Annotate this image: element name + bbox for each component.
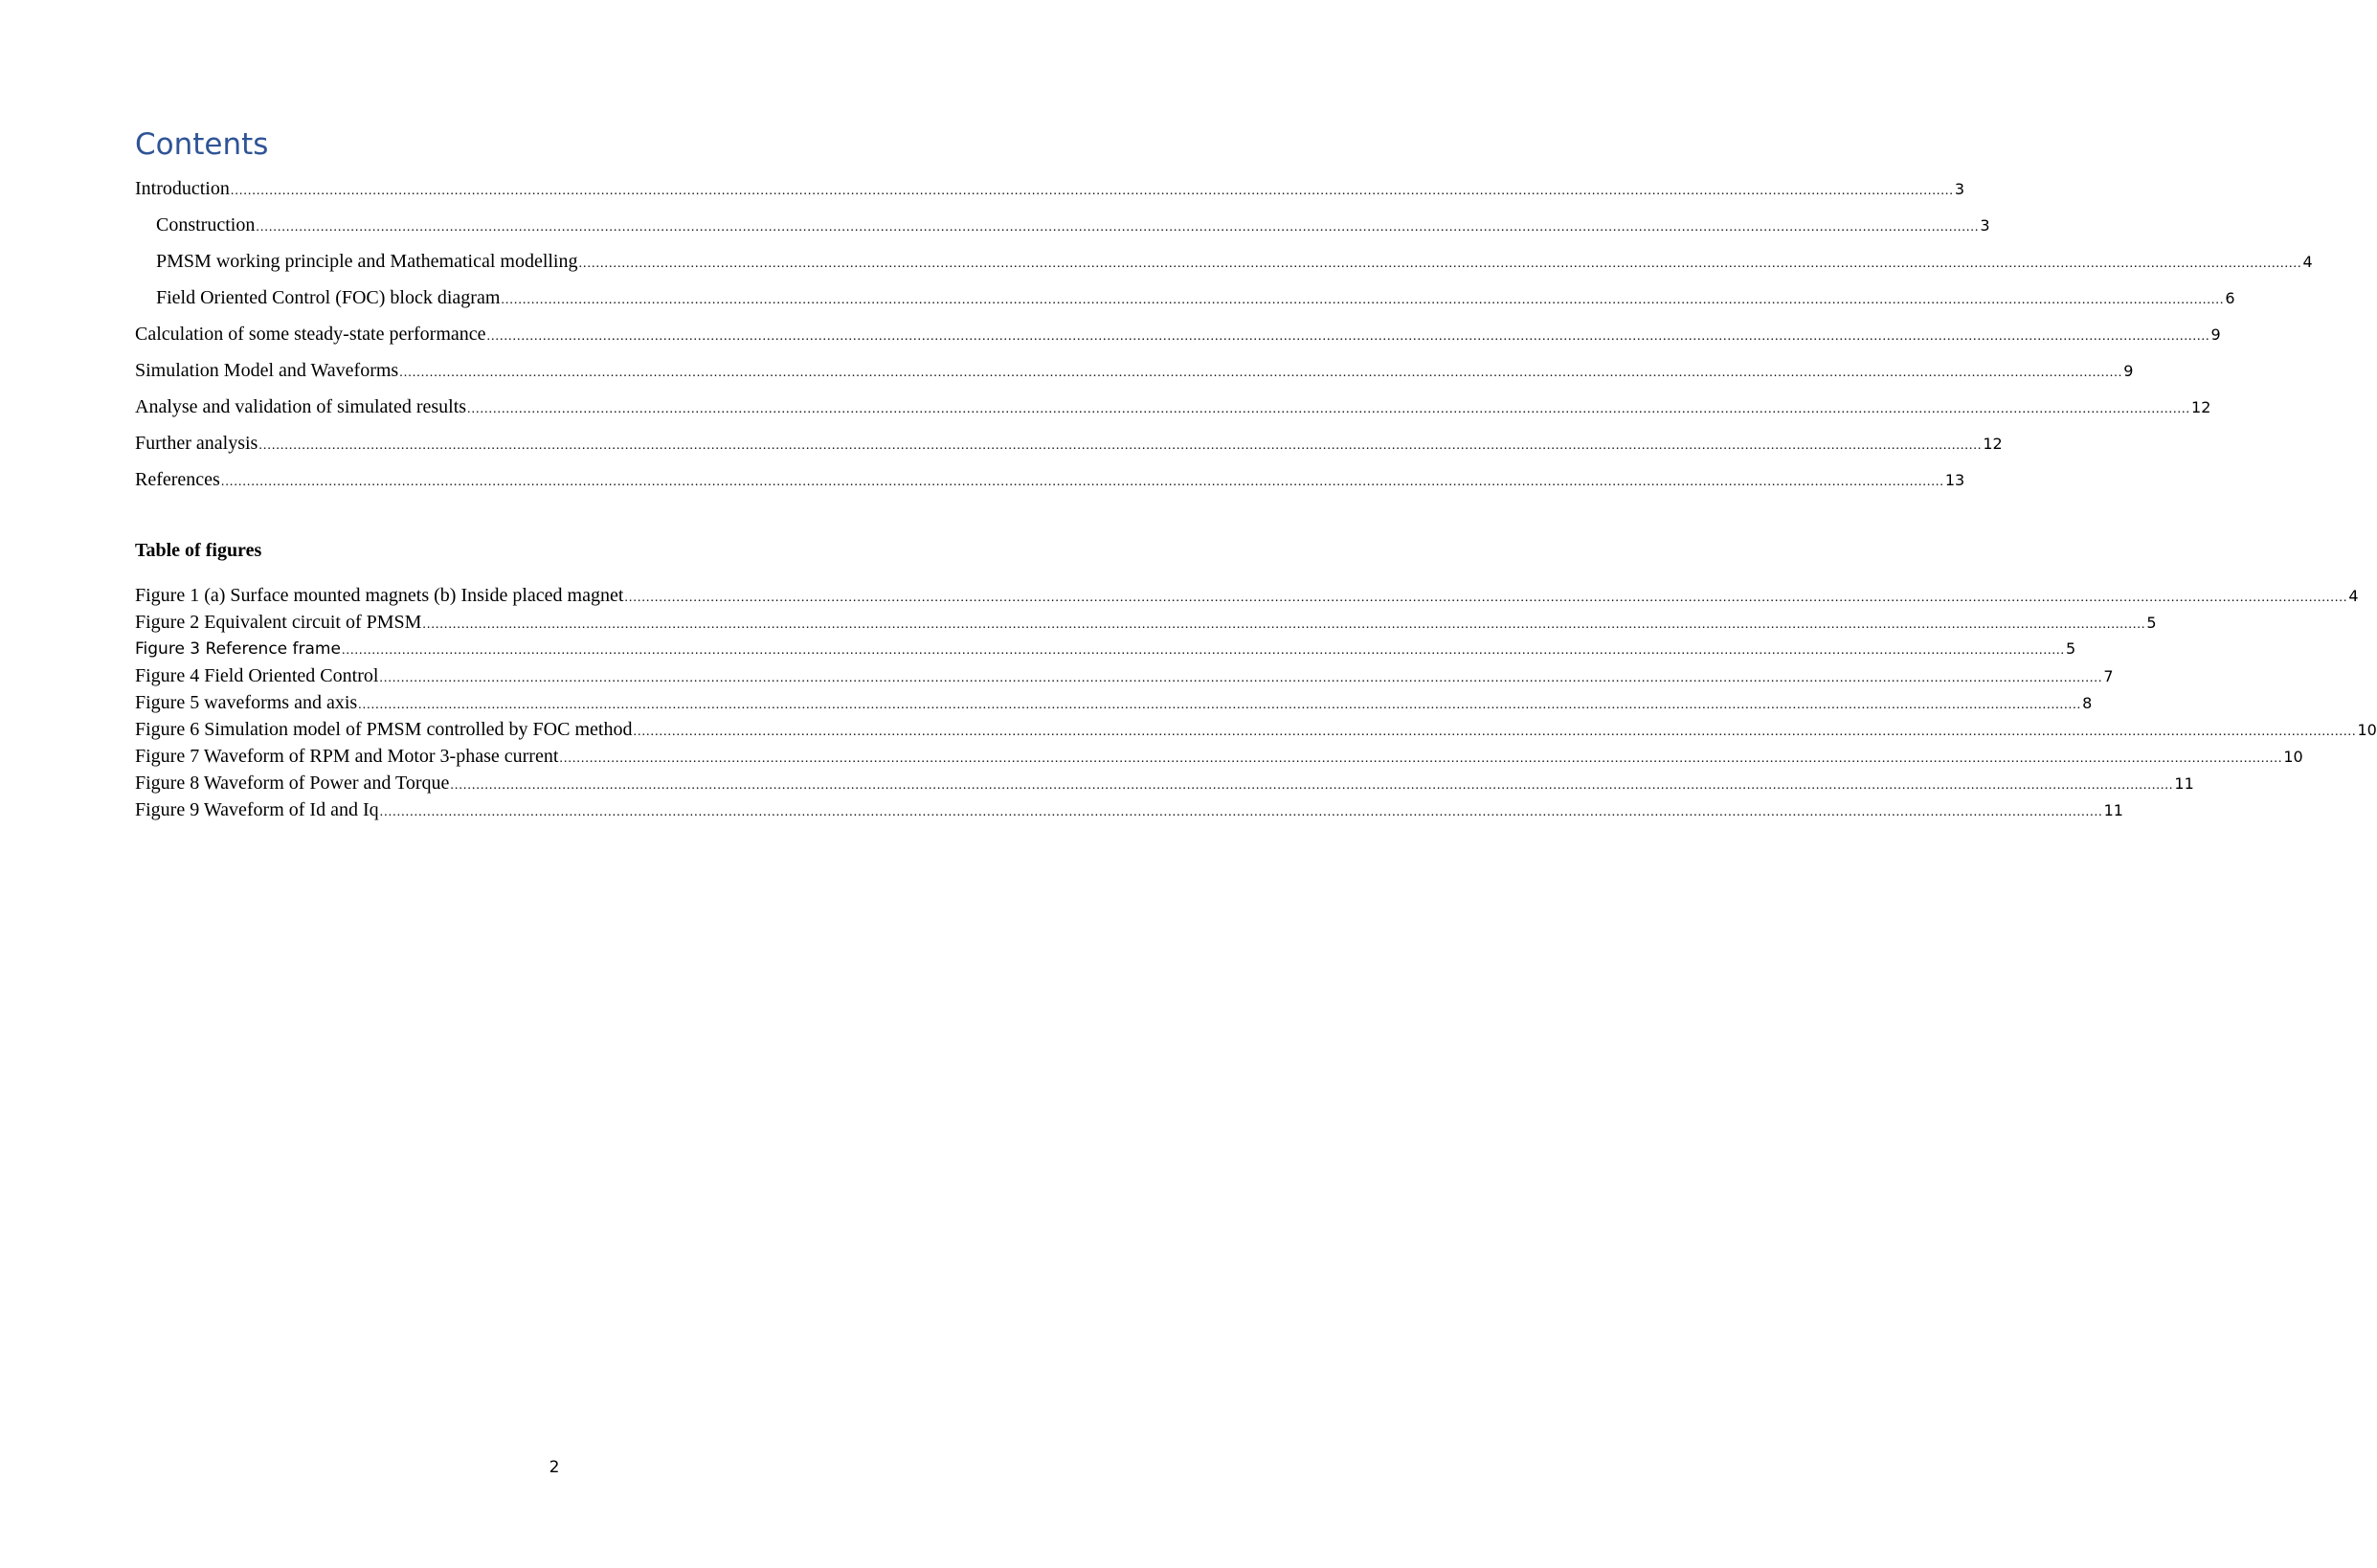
figure-entry[interactable] [135,689,2093,716]
toc-entry-page: 12 [2191,398,2211,416]
figure-entry-title: Figure 8 Waveform of Power and Torque [135,773,450,794]
table-of-figures-heading: Table of figures [135,540,262,561]
figure-dot-leader: ................................................................................................................................................................................................................................................................................................................................................................................................................ [559,751,2283,766]
figure-entry-title: Figure 4 Field Oriented Control [135,665,379,686]
toc-entry-page: 6 [2225,289,2235,307]
figure-entry-title: Figure 7 Waveform of RPM and Motor 3-phase current [135,746,559,767]
toc-entry-page: 9 [2123,362,2134,380]
toc-entry-page: 12 [1983,435,2003,453]
toc-entry[interactable] [135,280,2235,316]
toc-entry-title: Further analysis [135,433,258,454]
figure-entry-title: Figure 6 Simulation model of PMSM controlled by FOC method [135,719,633,740]
figure-entry[interactable] [135,770,2194,796]
figure-entry[interactable] [135,716,2377,743]
toc-entry-title: PMSM working principle and Mathematical modelling [156,251,578,272]
figure-entry[interactable] [135,609,2157,636]
toc-dot-leader: ................................................................................................................................................................................................................................................................................................................................................................................................................ [501,293,2225,307]
toc-entry-title: Field Oriented Control (FOC) block diagram [156,287,501,308]
toc-entry[interactable] [135,352,2134,389]
toc-entry[interactable] [135,461,1965,498]
figure-dot-leader: ................................................................................................................................................................................................................................................................................................................................................................................................................ [379,805,2103,819]
toc-entry-page: 9 [2210,325,2221,344]
toc-dot-leader: ................................................................................................................................................................................................................................................................................................................................................................................................................ [578,257,2302,271]
toc-dot-leader: ................................................................................................................................................................................................................................................................................................................................................................................................................ [256,220,1980,235]
toc-dot-leader: ................................................................................................................................................................................................................................................................................................................................................................................................................ [399,366,2123,380]
figure-entry-title: Figure 5 waveforms and axis [135,692,358,713]
toc-entry-page: 3 [1954,180,1965,198]
figure-entry-page: 5 [2146,614,2157,632]
toc-dot-leader: ................................................................................................................................................................................................................................................................................................................................................................................................................ [467,402,2191,416]
figure-entry[interactable] [135,743,2303,770]
toc-dot-leader: ................................................................................................................................................................................................................................................................................................................................................................................................................ [220,475,1944,489]
figure-dot-leader: ................................................................................................................................................................................................................................................................................................................................................................................................................ [379,671,2103,685]
page-number: 2 [549,1458,560,1477]
toc-entry-page: 3 [1980,216,1990,235]
figure-dot-leader: ................................................................................................................................................................................................................................................................................................................................................................................................................ [422,617,2146,632]
figure-entry-page: 11 [2174,774,2194,793]
toc-entry-title: Introduction [135,178,230,199]
figure-dot-leader: ................................................................................................................................................................................................................................................................................................................................................................................................................ [358,698,2082,712]
toc-entry-title: Simulation Model and Waveforms [135,360,399,381]
figure-dot-leader: ................................................................................................................................................................................................................................................................................................................................................................................................................ [450,778,2174,793]
figure-entry-page: 4 [2348,587,2359,605]
toc-entry-page: 13 [1944,471,1965,489]
figure-entry-page: 10 [2283,748,2303,766]
figure-entry[interactable] [135,796,2123,823]
figure-entry-title: Figure 2 Equivalent circuit of PMSM [135,612,422,633]
toc-dot-leader: ................................................................................................................................................................................................................................................................................................................................................................................................................ [258,438,1983,453]
figure-entry-page: 5 [2065,639,2076,658]
toc-dot-leader: ................................................................................................................................................................................................................................................................................................................................................................................................................ [486,329,2210,344]
toc-entry[interactable] [135,243,2313,280]
figure-entry[interactable] [135,582,2359,609]
figure-entry-title: Figure 9 Waveform of Id and Iq [135,799,379,820]
toc-entry[interactable] [135,316,2221,352]
toc-entry[interactable] [135,425,2003,461]
figure-entry[interactable] [135,662,2114,689]
figure-dot-leader: ................................................................................................................................................................................................................................................................................................................................................................................................................ [341,643,2065,658]
table-of-contents [135,170,2313,498]
contents-heading: Contents [135,127,269,162]
figure-entry-title: Figure 3 Reference frame [135,639,341,659]
figure-entry-page: 11 [2103,801,2123,819]
toc-dot-leader: ................................................................................................................................................................................................................................................................................................................................................................................................................ [230,184,1954,198]
figure-entry-page: 10 [2357,721,2377,739]
figure-entry-title: Figure 1 (a) Surface mounted magnets (b) Inside placed magnet [135,585,624,606]
toc-entry-title: Analyse and validation of simulated results [135,396,467,417]
toc-entry-title: Calculation of some steady-state performance [135,324,486,345]
figure-entry-page: 8 [2082,694,2093,712]
toc-entry[interactable] [135,207,1990,243]
toc-entry-title: Construction [156,214,256,235]
figure-entry[interactable] [135,636,2076,662]
figure-dot-leader: ................................................................................................................................................................................................................................................................................................................................................................................................................ [624,591,2348,605]
toc-entry[interactable] [135,389,2211,425]
toc-entry[interactable] [135,170,1965,207]
figure-dot-leader: ................................................................................................................................................................................................................................................................................................................................................................................................................ [633,725,2357,739]
figure-entry-page: 7 [2103,667,2114,685]
toc-entry-title: References [135,469,220,490]
toc-entry-page: 4 [2302,253,2313,271]
table-of-figures [135,582,2377,823]
